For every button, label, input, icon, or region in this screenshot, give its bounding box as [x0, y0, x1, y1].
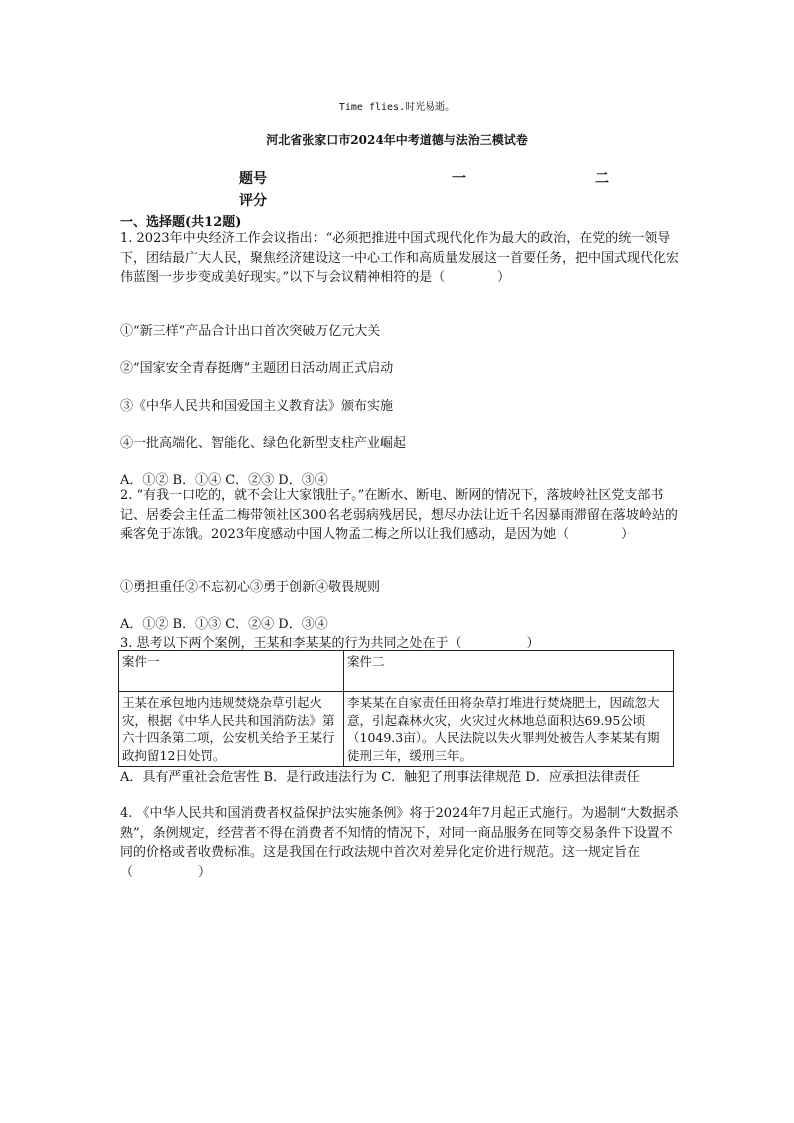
motto-text: Time flies.时光易逝。	[338, 102, 456, 113]
case-1-text: 王某在承包地内违规焚烧杂草引起火灾，根据《中华人民共和国消防法》第六十四条第二项，公安机关给予王某行政拘留12日处罚。	[119, 692, 344, 767]
section-title: 一、选择题(共12题)	[120, 215, 242, 230]
score-table-col-label: 题号	[239, 171, 267, 187]
score-table-row-label: 评分	[239, 193, 267, 209]
q3-options: A．具有严重社会危害性 B．是行政违法行为 C．触犯了刑事法律规范 D．应承担法律责任	[120, 770, 640, 785]
case-2-header: 案件二	[344, 651, 674, 692]
q1-item-3: ③《中华人民共和国爱国主义教育法》颁布实施	[120, 399, 394, 414]
q2-stem: 2. “有我一口吃的，就不会让大家饿肚子。”在断水、断电、断网的情况下，落坡岭社区党支部书记、居委会主任孟二梅带领社区300名老弱病残居民，想尽办法让近千名因暴雨滞留在落坡岭站的乘客免于冻饿。2023年度感动中国人物孟二梅之所以让我们感动，是因为她（ ）	[120, 488, 678, 542]
exam-title: 河北省张家口市2024年中考道德与法治三模试卷	[266, 133, 528, 147]
q1-item-1: ①“新三样”产品合计出口首次突破万亿元大关	[120, 324, 381, 339]
score-table-col-2: 二	[595, 171, 609, 187]
score-table-col-1: 一	[452, 171, 466, 187]
q1-options: A．①② B．①④ C．②③ D．③④	[120, 473, 328, 488]
case-2-text: 李某某在自家责任田将杂草打堆进行焚烧肥土，因疏忽大意，引起森林火灾，火灾过火林地总面积达69.95公顷（1049.3亩）。人民法院以失火罪判处被告人李某某有期徒刑三年，缓刑三年。	[344, 692, 674, 767]
q2-items: ①勇担重任②不忘初心③勇于创新④敬畏规则	[120, 580, 381, 595]
q4-stem: 4. 《中华人民共和国消费者权益保护法实施条例》将于2024年7月起正式施行。为遏制“大数据杀熟”，条例规定，经营者不得在消费者不知情的情况下，对同一商品服务在同等交易条件下设置不同的价格或者收费标准。这是我国在行政法规中首次对差异化定价进行规范。这一规定旨在（ ）	[120, 806, 679, 880]
q1-stem: 1. 2023年中央经济工作会议指出：“必须把推进中国式现代化作为最大的政治，在党的统一领导下，团结最广大人民，聚焦经济建设这一中心工作和高质量发展这一首要任务，把中国式现代化宏伟蓝图一步步变成美好现实。”以下与会议精神相符的是（ ）	[120, 231, 680, 285]
q2-options: A．①② B．①③ C．②④ D．③④	[120, 617, 328, 632]
q1-item-2: ②“国家安全青春挺膺”主题团日活动周正式启动	[120, 361, 394, 376]
case-1-header: 案件一	[119, 651, 344, 692]
q3-stem: 3. 思考以下两个案例，王某和李某某的行为共同之处在于（ ）	[120, 636, 540, 651]
q3-case-table	[118, 650, 674, 767]
q1-item-4: ④一批高端化、智能化、绿色化新型支柱产业崛起	[120, 436, 407, 451]
